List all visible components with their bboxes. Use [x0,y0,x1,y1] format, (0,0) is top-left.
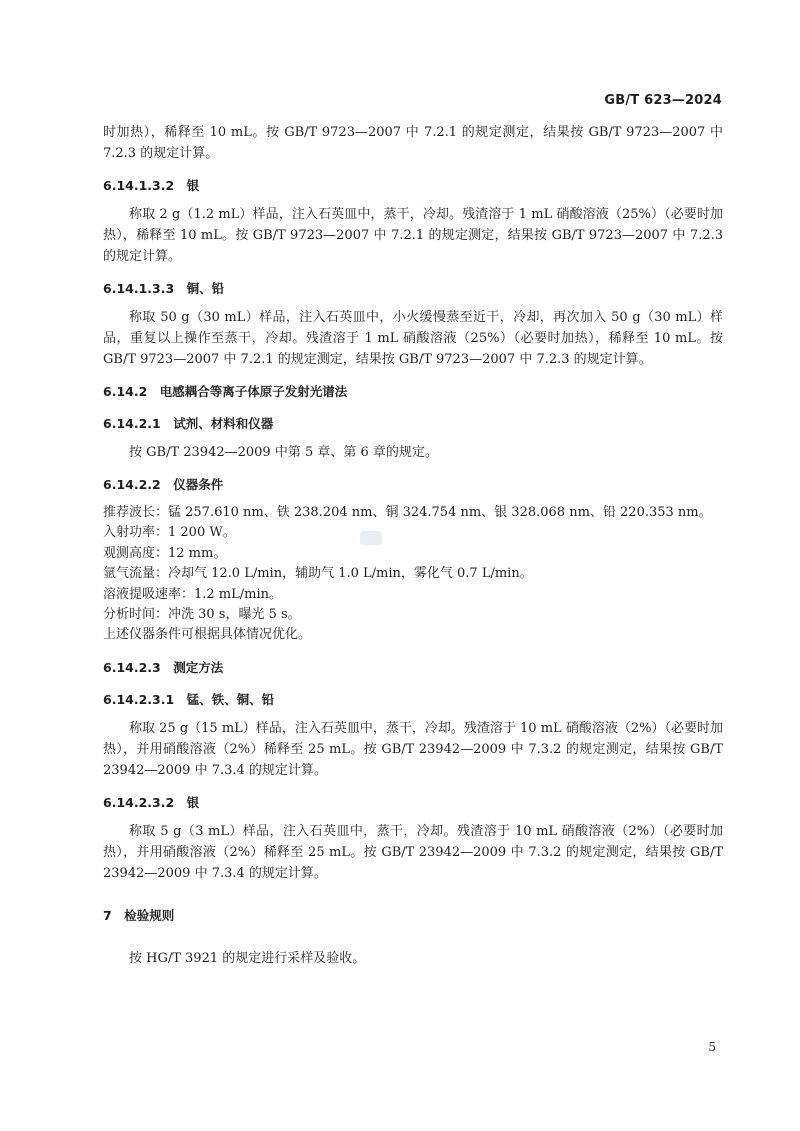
paragraph-silver-method-1: 称取 2 g（1.2 mL）样品，注入石英皿中，蒸干，冷却。残渣溶于 1 mL 硝酸溶液（25%）（必要时加热），稀释至 10 mL。按 GB/T 9723—2007 中 7.2.1 的规定测定，结果按 GB/T 9723—2007 中 7.2.3 的规定计算。 [103,207,723,264]
paragraph-reagents: 按 GB/T 23942—2009 中第 5 章、第 6 章的规定。 [129,445,438,460]
heading-7: 7 检验规则 [103,907,175,923]
condition-note: 上述仪器条件可根据具体情况优化。 [103,627,312,643]
document-body [103,122,723,969]
heading-6-14-1-3-2: 6.14.1.3.2 银 [103,178,200,193]
paragraph-inspection-rules: 按 HG/T 3921 的规定进行采样及验收。 [129,950,366,966]
heading-6-14-1-3-3: 6.14.1.3.3 铜、铅 [103,281,225,296]
condition-argon-flow: 氩气流量：冷却气 12.0 L/min，辅助气 1.0 L/min，雾化气 0.7 L/min。 [103,566,533,582]
paragraph-copper-lead-method: 称取 50 g（30 mL）样品，注入石英皿中，小火缓慢蒸至近干，冷却，再次加入 50 g（30 mL）样品，重复以上操作至蒸干，冷却。残渣溶于 1 mL 硝酸溶液（25%）（必要时加热），稀释至 10 mL。按 GB/T 9723—2007 中 7.2.1 的规定测定，结果按 GB/T 9723—2007 中 7.2.3 的规定计算。 [103,310,723,367]
heading-6-14-2-2: 6.14.2.2 仪器条件 [103,477,224,492]
standard-number: GB/T 623—2024 [604,93,722,108]
condition-power: 入射功率：1 200 W。 [103,525,236,541]
paragraph-silver-method-2: 称取 5 g（3 mL）样品，注入石英皿中，蒸干，冷却。残渣溶于 10 mL 硝酸溶液（2%）（必要时加热），并用硝酸溶液（2%）稀释至 25 mL。按 GB/T 23942—2009 中 7.3.2 的规定测定，结果按 GB/T 23942—2009 中 7.3.4 的规定计算。 [103,823,723,881]
condition-analysis-time: 分析时间：冲洗 30 s，曝光 5 s。 [103,607,301,623]
paragraph-continued: 时加热），稀释至 10 mL。按 GB/T 9723—2007 中 7.2.1 的规定测定，结果按 GB/T 9723—2007 中 7.2.3 的规定计算。 [103,125,723,161]
heading-6-14-2-3-1: 6.14.2.3.1 锰、铁、铜、铅 [103,691,275,707]
condition-height: 观测高度：12 mm。 [103,545,227,561]
page-number: 5 [708,1040,716,1054]
paragraph-mn-fe-cu-pb-method: 称取 25 g（15 mL）样品，注入石英皿中，蒸干，冷却。残渣溶于 10 mL 硝酸溶液（2%）（必要时加热），并用硝酸溶液（2%）稀释至 25 mL。按 GB/T 23942—2009 中 7.3.2 的规定测定，结果按 GB/T 23942—2009 中 7.3.4 的规定计算。 [103,720,723,778]
heading-6-14-2-1: 6.14.2.1 试剂、材料和仪器 [103,416,274,431]
instrument-conditions-list [103,503,723,646]
watermark-logo [360,531,382,545]
condition-uptake-rate: 溶液提吸速率：1.2 mL/min。 [103,586,283,602]
heading-6-14-2-3: 6.14.2.3 测定方法 [103,659,224,675]
heading-6-14-2-3-2: 6.14.2.3.2 银 [103,794,200,810]
condition-wavelength: 推荐波长：锰 257.610 nm、铁 238.204 nm、铜 324.754 nm、银 328.068 nm、铅 220.353 nm。 [103,505,712,520]
heading-6-14-2: 6.14.2 电感耦合等离子体原子发射光谱法 [103,384,348,399]
